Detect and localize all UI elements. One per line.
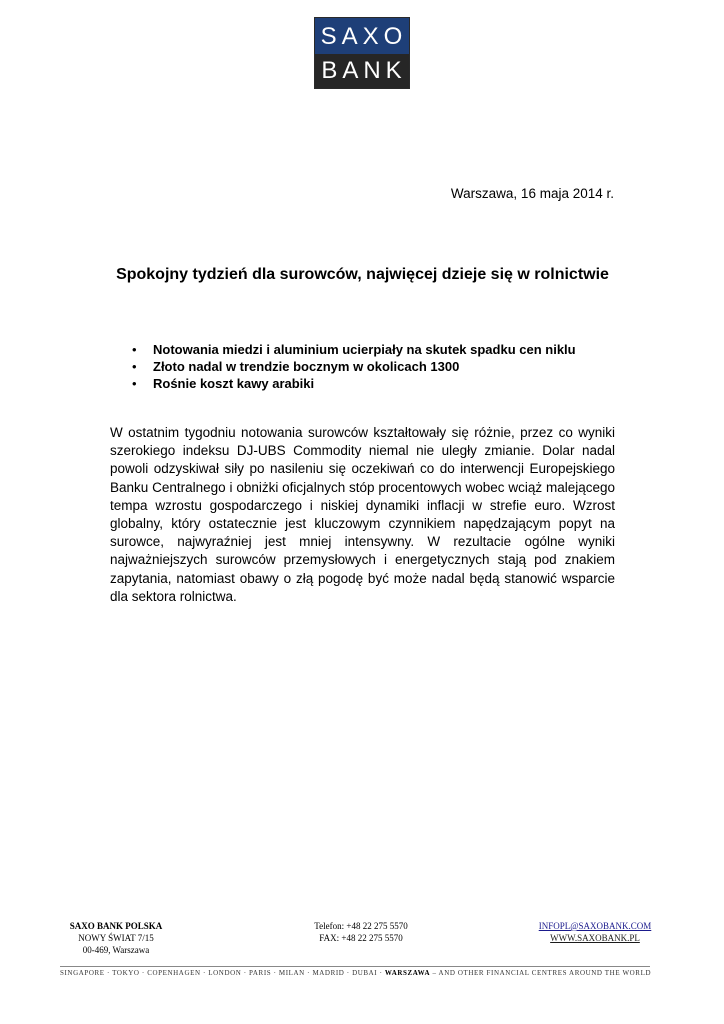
bullet-icon: •	[132, 359, 137, 374]
key-point	[110, 375, 615, 392]
footer-company-block	[60, 920, 172, 956]
footer-address-line2: 00-469, Warszawa	[82, 945, 150, 955]
logo-line-saxo: SAXO	[315, 18, 409, 54]
footer-contact-block	[286, 920, 436, 944]
cities-highlight: WARSZAWA	[384, 969, 431, 977]
footer-cities-line	[60, 969, 650, 977]
cities-suffix: – AND OTHER FINANCIAL CENTRES AROUND THE WORLD	[430, 969, 652, 977]
body-paragraph: W ostatnim tygodniu notowania surowców kształtowały się różnie, przez co wyniki szerokiego indeksu DJ-UBS Commodity niemal nie uległy zmianie. Dolar nadal powoli odzyskiwał siły po nasileniu się oczekiwań co do interwencji Europejskiego Banku Centralnego i obniżki oficjalnych stóp procentowych wobec wciąż malejącego tempa wzrostu gospodarczego i niskiej dynamiki inflacji w strefie euro. Wzrost globalny, który ostatecznie jest kluczowym czynnikiem napędzającym popyt na surowce, najwyraźniej jest mniej intensywny. W rezultacie ogólne wyniki najważniejszych surowców przemysłowych i energetycznych stają pod znakiem zapytania, natomiast obawy o złą pogodę być może nadal będą stanowić wsparcie dla sektora rolnictwa.	[110, 425, 615, 604]
document-date: Warszawa, 16 maja 2014 r.	[450, 186, 614, 201]
key-point-text: Notowania miedzi i aluminium ucierpiały na skutek spadku cen niklu	[153, 342, 576, 357]
bullet-icon: •	[132, 376, 137, 391]
key-point-text: Złoto nadal w trendzie bocznym w okolicach 1300	[153, 359, 460, 374]
saxo-bank-logo	[314, 17, 410, 89]
bullet-icon: •	[132, 342, 137, 357]
key-point	[110, 358, 615, 375]
footer-address-line1: NOWY ŚWIAT 7/15	[78, 933, 154, 943]
footer-phone: Telefon: +48 22 275 5570	[314, 921, 408, 931]
document-title: Spokojny tydzień dla surowców, najwięcej dzieje się w rolnictwie	[116, 266, 609, 283]
footer-divider	[60, 966, 650, 967]
footer-web-block	[520, 920, 670, 944]
footer-fax: FAX: +48 22 275 5570	[319, 933, 403, 943]
footer-email-link[interactable]: INFOPL@SAXOBANK.COM	[538, 921, 652, 931]
key-point-text: Rośnie koszt kawy arabiki	[153, 376, 315, 391]
logo-line-bank: BANK	[315, 54, 409, 88]
footer-website-link[interactable]: WWW.SAXOBANK.PL	[550, 933, 640, 943]
key-points-list	[110, 341, 615, 392]
cities-list: SINGAPORE · TOKYO · COPENHAGEN · LONDON · PARIS · MILAN · MADRID · DUBAI ·	[60, 969, 385, 977]
key-point	[110, 341, 615, 358]
footer-company-name: SAXO BANK POLSKA	[69, 921, 163, 931]
